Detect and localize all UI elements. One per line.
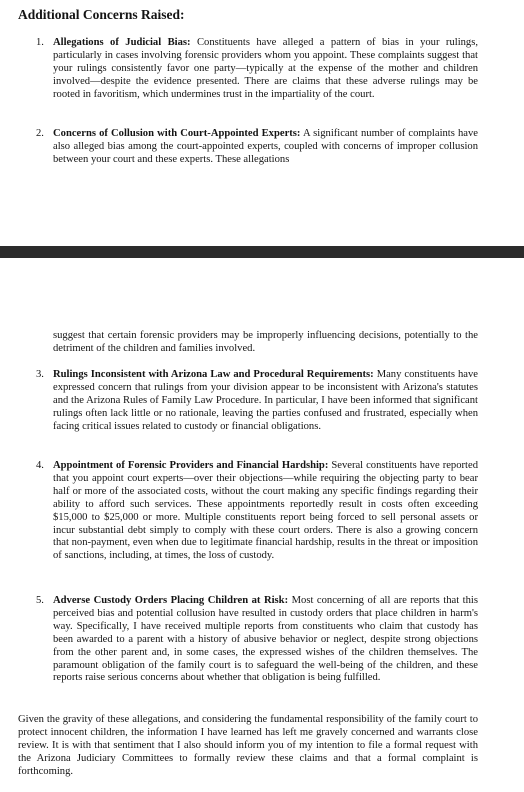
item-title-sep: : [187, 37, 191, 48]
item-number: 4. [36, 460, 44, 471]
item-title: Adverse Custody Orders Placing Children at Risk [53, 595, 285, 606]
item-text: Constituents have alleged a pattern of bias in your rulings, particularly in cases involving forensic providers whom you appoint. These complaints suggest that your rulings consistently favor one party—typically at the expense of the mother and children involved—despite the evidence presented. There are claims that these adverse rulings may be rooted in favoritism, which undermines trust in the impartiality of the court. [53, 37, 478, 100]
concern-item-3 [36, 369, 478, 434]
item-title: Appointment of Forensic Providers and Financial Hardship [53, 460, 325, 471]
closing-paragraph: Given the gravity of these allegations, and considering the fundamental responsibility of the family court to protect innocent children, the information I have learned has left me gravely concerned and warrants close review. It is with that sentiment that I also should inform you of my intention to file a formal request with the Arizona Judiciary Committees to formally review these claims and that a formal complaint is forthcoming. [18, 714, 478, 777]
item-text: Many constituents have expressed concern that rulings from your division appear to be inconsistent with Arizona's statutes and the Arizona Rules of Family Law Procedure. In particular, I have been informed that significant rulings often lack little or no rationale, leaving the parties confused and frustrated, especially when facing critical issues related to custody or financial obligations. [53, 369, 478, 432]
section-heading: Additional Concerns Raised: [18, 7, 185, 22]
item-title-sep: : [324, 460, 329, 471]
concern-item-5 [36, 595, 478, 685]
concern-item-4 [36, 460, 478, 563]
item-title-sep: : [284, 595, 289, 606]
item-title: Concerns of Collusion with Court-Appointed Experts [53, 128, 297, 139]
item-number: 1. [36, 37, 44, 48]
item-text: Several constituents have reported that you appoint court experts—over their objections—while requiring the objecting party to bear half or more of the associated costs, without the court making any specific findings regarding their ability to afford such services. These appointments reportedly result in costs often exceeding $15,000 to $25,000 or more. Multiple constituents report being forced to sell personal assets or incur substantial debt simply to comply with these court orders. There is also a growing concern that non-payment, even when due to legitimate financial hardship, results in the threat or imposition of sanctions, including, at times, the loss of custody. [53, 460, 478, 562]
item-2-continuation: suggest that certain forensic providers may be improperly influencing decisions, potentially to the detriment of the children and families involved. [53, 330, 478, 354]
item-title: Rulings Inconsistent with Arizona Law and Procedural Requirements [53, 369, 371, 380]
item-number: 5. [36, 595, 44, 606]
document-page-bottom [0, 258, 524, 792]
item-text: Most concerning of all are reports that this perceived bias and potential collusion have resulted in custody orders that place children in harm's way. Specifically, I have received multiple reports from constituents who claim that custody has been awarded to a parent with a history of abusive behavior or neglect, despite strong objections from the other parent and, in some cases, the expressed wishes of the children themselves. The paramount obligation of the family court is to safeguard the well-being of the children, and these reports raise serious concerns about whether that obligation is being fulfilled. [53, 595, 478, 684]
item-text: A significant number of complaints have also alleged bias among the court-appointed experts, coupled with concerns of improper collusion between your court and these experts. These allegations [53, 128, 478, 165]
item-title: Allegations of Judicial Bias [53, 37, 188, 48]
page-break-divider [0, 246, 524, 258]
concern-item-2 [36, 128, 478, 167]
item-number: 3. [36, 369, 44, 380]
concern-item-1 [36, 37, 478, 102]
item-title-sep: : [370, 369, 374, 380]
item-title-sep: : [296, 128, 301, 139]
item-number: 2. [36, 128, 44, 139]
document-page-top [0, 0, 524, 246]
